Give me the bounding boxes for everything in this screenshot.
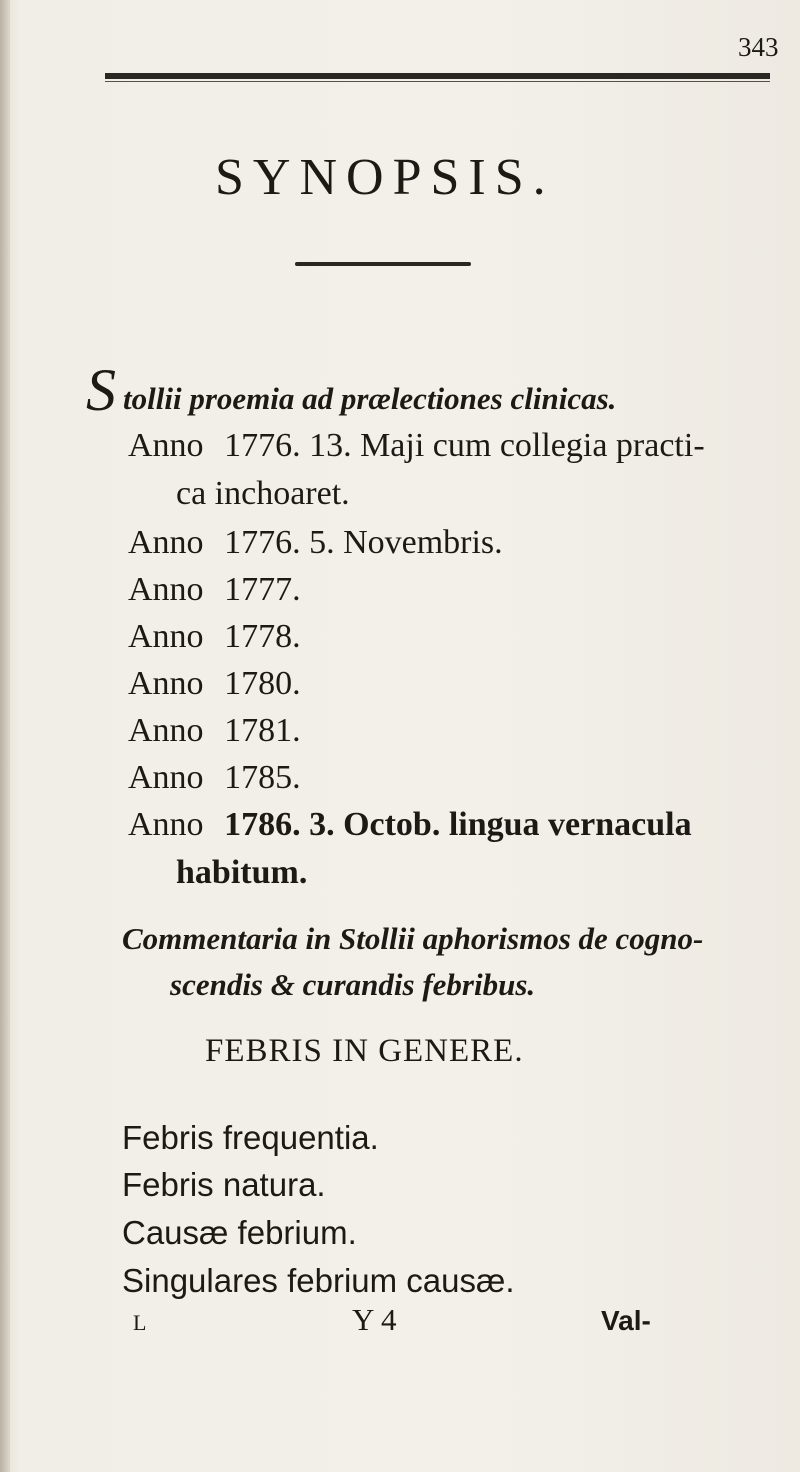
entry-text: 1786. 3. Octob. lingua vernacula bbox=[224, 806, 692, 843]
page-spine-shadow bbox=[0, 0, 10, 1472]
drop-initial: S bbox=[86, 357, 116, 423]
entry-text: 1776. 5. Novembris. bbox=[224, 524, 503, 561]
entry-continuation: habitum. bbox=[176, 854, 308, 891]
entry-label: Anno bbox=[128, 427, 204, 464]
entry-row bbox=[128, 571, 301, 609]
entry-row bbox=[128, 524, 503, 562]
entry-label: Anno bbox=[128, 712, 204, 749]
header-rule-thin bbox=[105, 81, 770, 82]
title-rule bbox=[295, 262, 471, 266]
entry-text: 1777. bbox=[224, 571, 301, 608]
entry-text: 1785. bbox=[224, 759, 301, 796]
page-number: 343 bbox=[738, 32, 779, 62]
signature-mark: Y 4 bbox=[352, 1302, 397, 1337]
entry-row bbox=[128, 759, 301, 797]
entry-text: 1780. bbox=[224, 665, 301, 702]
entry-text: 1778. bbox=[224, 618, 301, 655]
list-item: Singulares febrium causæ. bbox=[122, 1262, 515, 1299]
entry-row bbox=[128, 806, 692, 844]
entry-text: 1781. bbox=[224, 712, 301, 749]
list-item: Febris natura. bbox=[122, 1166, 326, 1203]
entry-text: 1776. 13. Maji cum collegia practi- bbox=[224, 427, 705, 464]
section2-subheading: FEBRIS IN GENERE. bbox=[205, 1033, 524, 1069]
catchword: Val- bbox=[601, 1305, 651, 1336]
entry-row bbox=[128, 618, 301, 656]
entry-row bbox=[128, 712, 301, 750]
entry-label: Anno bbox=[128, 618, 204, 655]
list-item: Causæ febrium. bbox=[122, 1214, 357, 1251]
entry-continuation: ca inchoaret. bbox=[176, 475, 350, 512]
section2-heading-line1: Commentaria in Stollii aphorismos de cogno- bbox=[122, 921, 704, 956]
list-item: Febris frequentia. bbox=[122, 1119, 379, 1156]
entry-row bbox=[128, 665, 301, 703]
section2-heading-line2: scendis & curandis febribus. bbox=[170, 967, 536, 1002]
entry-row bbox=[128, 427, 705, 465]
section1-heading: tollii proemia ad prælectiones clinicas. bbox=[123, 381, 617, 416]
entry-label: Anno bbox=[128, 759, 204, 796]
header-rule-thick bbox=[105, 73, 770, 79]
page-title: SYNOPSIS. bbox=[215, 149, 555, 206]
entry-label: Anno bbox=[128, 806, 204, 843]
footer-mark: L bbox=[133, 1310, 147, 1335]
entry-label: Anno bbox=[128, 571, 204, 608]
entry-label: Anno bbox=[128, 524, 204, 561]
entry-label: Anno bbox=[128, 665, 204, 702]
